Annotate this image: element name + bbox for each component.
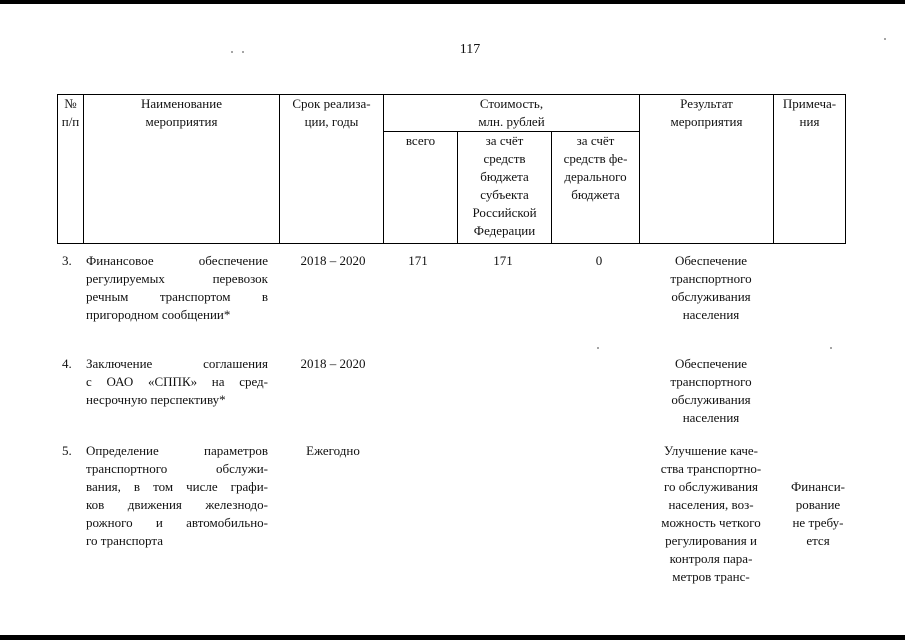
implementation-term: 2018 – 2020 — [300, 356, 366, 371]
measure-name: Заключение соглашения с ОАО «СППК» на сред- несрочную перспективу* — [86, 356, 268, 407]
header-note: Примеча- ния — [774, 95, 846, 244]
scan-speck — [830, 347, 832, 349]
page-number: 117 — [459, 42, 481, 57]
scan-speck — [884, 38, 886, 40]
measure-note: Финанси- рование не требу- ется — [791, 479, 845, 548]
header-cost-federal: за счёт средств фе- дерального бюджета — [552, 132, 640, 244]
row-number: 4. — [62, 356, 72, 371]
implementation-term: Ежегодно — [306, 443, 360, 458]
header-cost-total: всего — [384, 132, 458, 244]
implementation-term: 2018 – 2020 — [300, 253, 366, 268]
row-number: 3. — [62, 253, 72, 268]
scan-speck — [597, 347, 599, 349]
measure-name: Финансовое обеспечение регулируемых перевозок речным транспортом в пригородном сообщении* — [86, 253, 268, 322]
measure-result: Обеспечение транспортного обслуживания населения — [670, 356, 752, 425]
measure-result: Улучшение каче- ства транспортно- го обслуживания населения, воз- можность четкого регулирования и контроля пара- метров транс- — [660, 443, 762, 584]
cost-federal-budget: 0 — [595, 253, 603, 268]
header-table — [57, 94, 846, 244]
scan-speck — [242, 51, 244, 53]
cost-subject-budget: 171 — [493, 253, 513, 268]
header-term: Срок реализа- ции, годы — [280, 95, 384, 244]
scan-border-bottom — [0, 635, 905, 640]
header-num: № п/п — [58, 95, 84, 244]
header-cost: Стоимость, млн. рублей — [384, 95, 640, 132]
measure-result: Обеспечение транспортного обслуживания населения — [670, 253, 752, 322]
header-name: Наименование мероприятия — [84, 95, 280, 244]
header-cost-subject: за счёт средств бюджета субъекта Российской Федерации — [458, 132, 552, 244]
row-number: 5. — [62, 443, 72, 458]
measure-name: Определение параметров транспортного обслужи- вания, в том числе графи- ков движения железнодо- рожного и автомобильно- го транспорта — [86, 443, 268, 548]
cost-total: 171 — [408, 253, 428, 268]
header-result: Результат мероприятия — [640, 95, 774, 244]
scan-border-top — [0, 0, 905, 4]
scan-speck — [231, 51, 233, 53]
